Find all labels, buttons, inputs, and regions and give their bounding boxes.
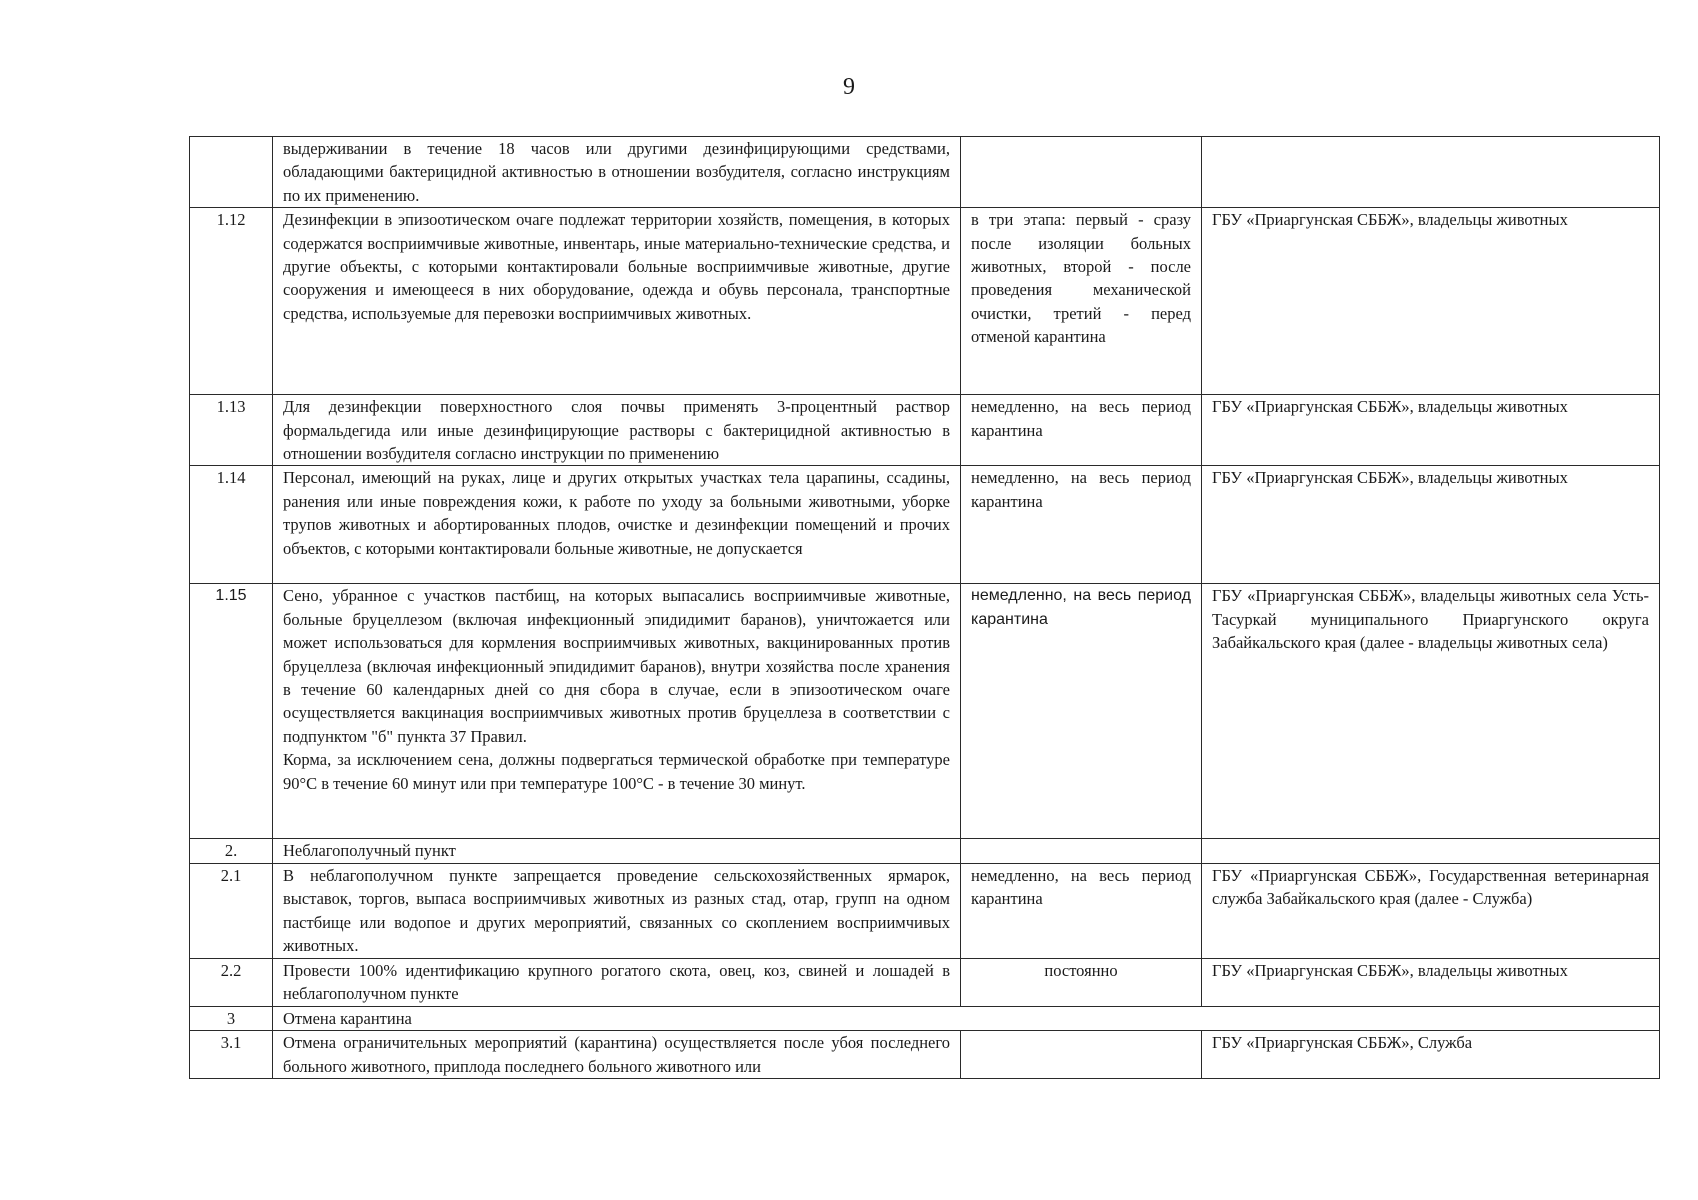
table-row bbox=[190, 137, 1660, 208]
row-number: 2.2 bbox=[190, 958, 273, 1006]
measure-responsible: ГБУ «Приаргунская СББЖ», владельцы животных bbox=[1202, 208, 1660, 395]
measure-responsible: ГБУ «Приаргунская СББЖ», владельцы животных bbox=[1202, 395, 1660, 466]
measure-responsible: ГБУ «Приаргунская СББЖ», владельцы животных bbox=[1202, 958, 1660, 1006]
measure-term bbox=[961, 839, 1202, 863]
measure-term: немедленно, на весь период карантина bbox=[961, 466, 1202, 584]
row-number: 1.14 bbox=[190, 466, 273, 584]
measure-text bbox=[273, 584, 961, 839]
measure-term bbox=[961, 137, 1202, 208]
measure-text: В неблагополучном пункте запрещается проведение сельскохозяйственных ярмарок, выставок, торгов, выпаса восприимчивых животных из разных стад, отар, групп на одном пастбище или водопое и других мероприятий, связанных со скоплением восприимчивых животных. bbox=[273, 863, 961, 958]
row-number: 3.1 bbox=[190, 1031, 273, 1079]
measure-text: выдерживании в течение 18 часов или другими дезинфицирующими средствами, обладающими бактерицидной активностью в отношении возбудителя, согласно инструкциям по их применению. bbox=[273, 137, 961, 208]
measure-term: постоянно bbox=[961, 958, 1202, 1006]
measure-text: Провести 100% идентификацию крупного рогатого скота, овец, коз, свиней и лошадей в неблагополучном пункте bbox=[273, 958, 961, 1006]
row-number bbox=[190, 137, 273, 208]
measure-text: Дезинфекции в эпизоотическом очаге подлежат территории хозяйств, помещения, в которых содержатся восприимчивые животные, инвентарь, иные материально-технические средства, и другие объекты, с которыми контактировали больные восприимчивые животные, другие сооружения и имеющееся в них оборудование, одежда и обувь персонала, транспортные средства, используемые для перевозки восприимчивых животных. bbox=[273, 208, 961, 395]
measure-term: в три этапа: первый - сразу после изоляции больных животных, второй - после проведения механической очистки, третий - перед отменой карантина bbox=[961, 208, 1202, 395]
row-number: 2.1 bbox=[190, 863, 273, 958]
row-number: 2. bbox=[190, 839, 273, 863]
measure-responsible: ГБУ «Приаргунская СББЖ», Служба bbox=[1202, 1031, 1660, 1079]
table-row bbox=[190, 584, 1660, 839]
table-row bbox=[190, 1006, 1660, 1030]
table-row bbox=[190, 839, 1660, 863]
measure-responsible: ГБУ «Приаргунская СББЖ», Государственная ветеринарная служба Забайкальского края (далее - Служба) bbox=[1202, 863, 1660, 958]
measure-responsible: ГБУ «Приаргунская СББЖ», владельцы животных села Усть-Тасуркай муниципального Приаргунского округа Забайкальского края (далее - владельцы животных села) bbox=[1202, 584, 1660, 839]
measure-term: немедленно, на весь период карантина bbox=[961, 395, 1202, 466]
table-row bbox=[190, 1031, 1660, 1079]
measure-text: Отмена ограничительных мероприятий (карантина) осуществляется после убоя последнего больного животного, приплода последнего больного животного или bbox=[273, 1031, 961, 1079]
measure-text-paragraph: Сено, убранное с участков пастбищ, на которых выпасались восприимчивые животные, больные бруцеллезом (включая инфекционный эпидидимит баранов), уничтожается или может использоваться для кормления восприимчивых животных, вакцинированных против бруцеллеза (включая инфекционный эпидидимит баранов), внутри хозяйства после хранения в течение 60 календарных дней со дня сбора в случае, если в эпизоотическом очаге осуществляется вакцинация восприимчивых животных против бруцеллеза в соответствии с подпунктом "б" пункта 37 Правил. bbox=[283, 586, 950, 746]
table-row bbox=[190, 466, 1660, 584]
row-number: 1.15 bbox=[190, 584, 273, 839]
row-number: 3 bbox=[190, 1006, 273, 1030]
measure-text: Для дезинфекции поверхностного слоя почвы применять 3-процентный раствор формальдегида или иные дезинфицирующие растворы с бактерицидной активностью в отношении возбудителя согласно инструкции по применению bbox=[273, 395, 961, 466]
table-row bbox=[190, 863, 1660, 958]
measure-responsible: ГБУ «Приаргунская СББЖ», владельцы животных bbox=[1202, 466, 1660, 584]
measure-text: Персонал, имеющий на руках, лице и других открытых участках тела царапины, ссадины, ранения или иные повреждения кожи, к работе по уходу за больными животными, уборке трупов животных и абортированных плодов, очистке и дезинфекции помещений и прочих объектов, с которыми контактировали больные животные, не допускается bbox=[273, 466, 961, 584]
measure-term: немедленно, на весь период карантина bbox=[961, 863, 1202, 958]
measure-term bbox=[961, 1031, 1202, 1079]
measures-table bbox=[189, 136, 1660, 1079]
measure-term: немедленно, на весь период карантина bbox=[961, 584, 1202, 839]
section-title: Неблагополучный пункт bbox=[273, 839, 961, 863]
row-number: 1.12 bbox=[190, 208, 273, 395]
section-title: Отмена карантина bbox=[273, 1006, 1660, 1030]
row-number: 1.13 bbox=[190, 395, 273, 466]
table-row bbox=[190, 208, 1660, 395]
table-row bbox=[190, 395, 1660, 466]
page-number: 9 bbox=[843, 74, 855, 100]
table-row bbox=[190, 958, 1660, 1006]
measure-responsible bbox=[1202, 839, 1660, 863]
measure-responsible bbox=[1202, 137, 1660, 208]
measure-text-paragraph: Корма, за исключением сена, должны подвергаться термической обработке при температуре 90°С в течение 60 минут или при температуре 100°С - в течение 30 минут. bbox=[283, 750, 950, 793]
